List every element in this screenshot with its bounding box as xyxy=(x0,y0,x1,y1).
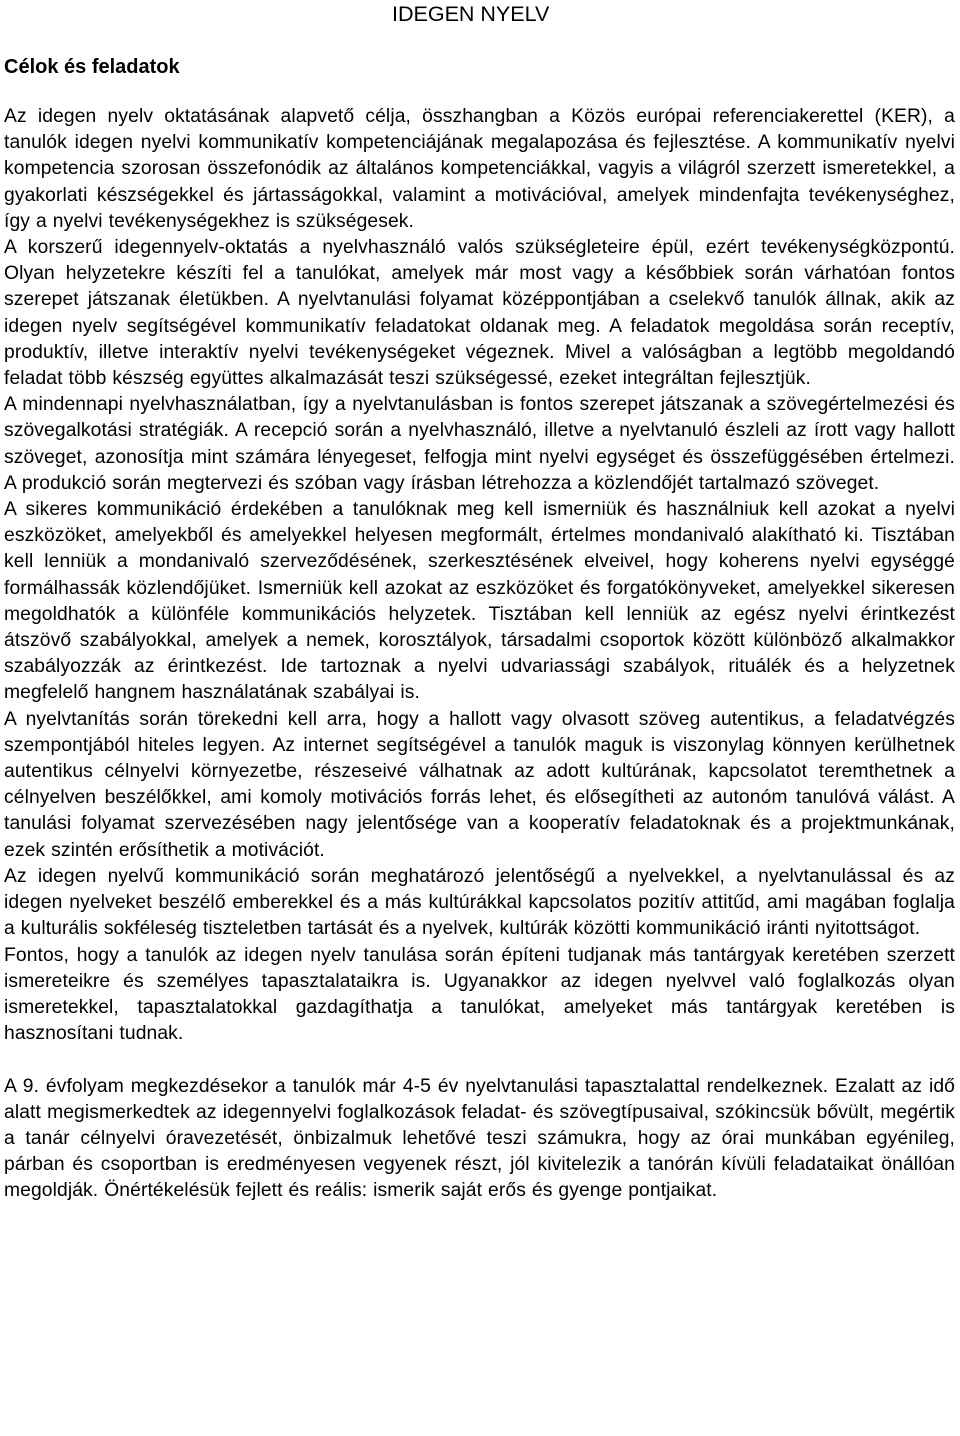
paragraph-goals: Az idegen nyelv oktatásának alapvető célja, összhangban a Közös európai referenciakerettel (KER), a tanulók idegen nyelvi kommunikatív kompetenciájának megalapozása és fejlesztése. A kommunikatív nyelvi kompetencia szorosan összefonódik az általános kompetenciákkal, vagyis a világról szerzett ismeretekkel, a gyakorlati készségekkel és jártasságokkal, valamint a motivációval, amelyek mindenfajta tevékenységhez, így a nyelvi tevékenységekhez is szükségesek. xyxy=(4,106,955,232)
paragraph-grade-9: A 9. évfolyam megkezdésekor a tanulók már 4-5 év nyelvtanulási tapasztalattal rendelkeznek. Ezalatt az idő alatt megismerkedtek az idegennyelvi foglalkozások feladat- és szövegtípusaival, szókincsük bővült, megértik a tanár célnyelvi óravezetését, önbizalmuk lehetővé teszi számukra, hogy az órai munkában egyénileg, párban és csoportban is eredményesen vegyenek részt, jól kivitelezik a tanórán kívüli feladataikat önállóan megoldják. Önértékelésük fejlett és reális: ismerik saját erős és gyenge pontjaikat. xyxy=(4,1075,955,1202)
document-title: IDEGEN NYELV xyxy=(392,2,550,26)
paragraph-cross-curricular: Fontos, hogy a tanulók az idegen nyelv tanulása során építeni tudjanak más tantárgyak keretében szerzett ismereteikre és személyes tapasztalataikra is. Ugyanakkor az idegen nyelvvel való foglalkozás olyan ismeretekkel, tapasztalatokkal gazdagíthatja a tanulókat, amelyeket más tantárgyak keretében is hasznosítani tudnak. xyxy=(4,944,955,1045)
body-text xyxy=(4,104,955,1205)
paragraph-communication-tools: A sikeres kommunikáció érdekében a tanulóknak meg kell ismerniük és használniuk kell azokat a nyelvi eszközöket, amelyekből és amelyekkel helyesen megformált, értelmes mondanivaló alakítható ki. Tisztában kell lenniük a mondanivaló szerveződésének, szerkesztésének elveivel, hogy koherens nyelvi egységgé formálhassák közlendőjüket. Ismerniük kell azokat az eszközöket és forgatókönyveket, amelyekkel sikeresen megoldhatók a különféle kommunikációs helyzetek. Tisztában kell lenniük az egész nyelvi érintkezést átszövő szabályokkal, amelyek a nemek, korosztályok, társadalmi csoportok között különböző alkalmakkor szabályozzák az érintkezést. Ide tartoznak a nyelvi udvariassági szabályok, rituálék és a helyzetnek megfelelő hangnem használatának szabályai is. xyxy=(4,499,955,704)
paragraph-authentic-texts: A nyelvtanítás során törekedni kell arra, hogy a hallott vagy olvasott szöveg autentikus, a feladatvégzés szempontjából hiteles legyen. Az internet segítségével a tanulók maguk is viszonylag könnyen kerülhetnek autentikus célnyelvi környezetbe, részeseivé válhatnak az adott kultúrának, kapcsolatot teremthetnek a célnyelven beszélőkkel, ami komoly motivációs forrás lehet, és elősegítheti az autonóm tanulóvá válást. A tanulási folyamat szervezésében nagy jelentősége van a kooperatív feladatoknak és a projektmunkának, ezek szintén erősíthetik a motivációt. xyxy=(4,708,955,861)
paragraph-attitude: Az idegen nyelvű kommunikáció során meghatározó jelentőségű a nyelvekkel, a nyelvtanulással és az idegen nyelveket beszélő emberekkel és a más kultúrákkal kapcsolatos pozitív attitűd, ami magában foglalja a kulturális sokféleség tiszteletben tartását és a nyelvek, kultúrák közötti kommunikáció iránti nyitottságot. xyxy=(4,865,955,940)
paragraph-strategies: A mindennapi nyelvhasználatban, így a nyelvtanulásban is fontos szerepet játszanak a szövegértelmezési és szövegalkotási stratégiák. A recepció során a nyelvhasználó, illetve a nyelvtanuló észleli az írott vagy hallott szöveget, azonosítja mint számára lényegeset, felfogja mint nyelvi egységet és összefüggésében értelmezi. A produkció során megtervezi és szóban vagy írásban létrehozza a közlendőjét tartalmazó szöveget. xyxy=(4,394,955,494)
paragraph-modern-teaching: A korszerű idegennyelv-oktatás a nyelvhasználó valós szükségleteire épül, ezért tevékenységközpontú. Olyan helyzetekre készíti fel a tanulókat, amelyek már most vagy a későbbiek során várhatóan fontos szerepet játszanak életükben. A nyelvtanulási folyamat középpontjában a cselekvő tanulók állnak, akik az idegen nyelv segítségével kommunikatív feladatokat oldanak meg. A feladatok megoldása során receptív, produktív, illetve interaktív nyelvi tevékenységeket végeznek. Mivel a valóságban a legtöbb megoldandó feladat több készség együttes alkalmazását teszi szükségessé, ezeket integráltan fejlesztjük. xyxy=(4,237,955,390)
section-heading: Célok és feladatok xyxy=(4,56,180,78)
